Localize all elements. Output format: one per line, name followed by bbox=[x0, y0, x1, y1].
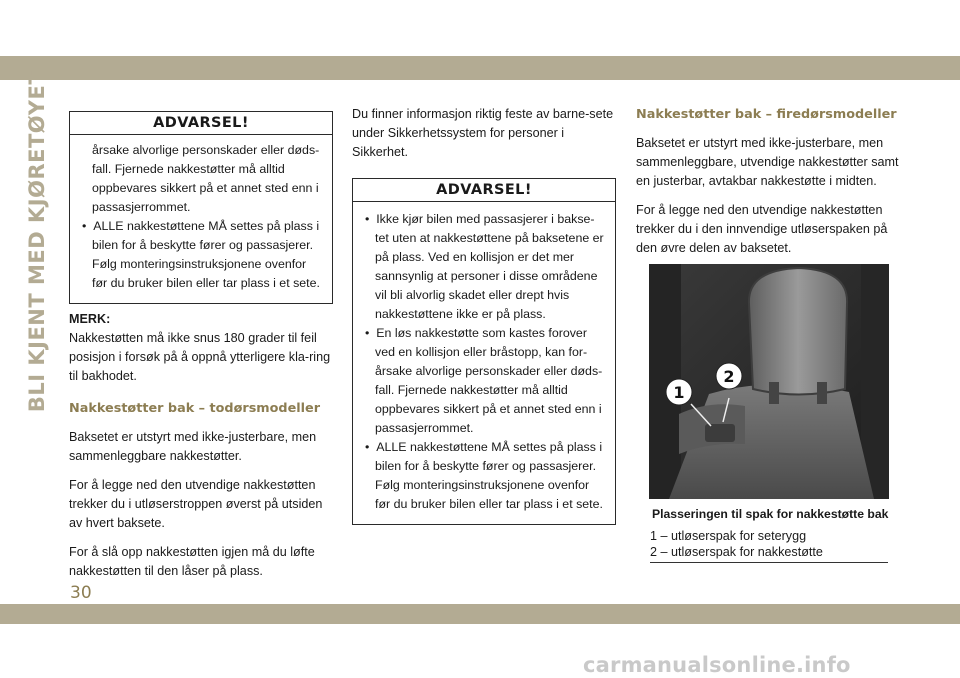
side-tab-label: BLI KJENT MED KJØRETØYET bbox=[25, 69, 49, 413]
warning-title: ADVARSEL! bbox=[70, 112, 332, 135]
intro-paragraph: Du finner informasjon riktig feste av barne-sete under Sikkerhetssystem for personer i Sikkerhet. bbox=[352, 107, 614, 159]
paragraph: For å legge ned den utvendige nakkestøtten trekker du i utløserstroppen øverst på utsiden av hvert baksete. bbox=[69, 478, 323, 530]
warning-bullet: • Ikke kjør bilen med passasjerer i bakse-tet uten at nakkestøttene på baksetene er på plass. Ved en kollisjon er det mer sannsynlig at personer i disse områdene vil bli alvorlig skadet eller drept hvis nakkestøttene ikke er på plass. bbox=[365, 212, 604, 321]
section-side-tab bbox=[22, 69, 52, 413]
column-1 bbox=[69, 111, 333, 591]
section-heading: Nakkestøtter bak – firedørsmodeller bbox=[636, 107, 897, 122]
paragraph: Baksetet er utstyrt med ikke-justerbare, men sammenleggbare, utvendige nakkestøtter samt en justerbar, avtakbar nakkestøtte i midten. bbox=[636, 136, 899, 188]
column-2 bbox=[352, 105, 616, 525]
paragraph: For å legge ned den utvendige nakkestøtten trekker du i den innvendige utløserspaken på den øvre delen av baksetet. bbox=[636, 203, 888, 255]
warning-box-2 bbox=[352, 178, 616, 525]
warning-title: ADVARSEL! bbox=[353, 179, 615, 202]
note-label: MERK: bbox=[69, 312, 111, 326]
warning-bullet: • En løs nakkestøtte som kastes forover ved en kollisjon eller bråstopp, kan for-årsake alvorlige personskader eller døds-fall. Fjernede nakkestøtter må alltid oppbevares sikkert på et annet sted enn i passasjerrommet. bbox=[365, 326, 603, 435]
warning-continued-text: årsake alvorlige personskader eller døds-fall. Fjernede nakkestøtter må alltid oppbevares sikkert på et annet sted enn i passasjerrommet. bbox=[92, 143, 320, 214]
column-3 bbox=[636, 106, 900, 563]
watermark: carmanualsonline.info bbox=[583, 653, 851, 677]
bottom-band bbox=[0, 604, 960, 624]
warning-bullet: • ALLE nakkestøttene MÅ settes på plass i bilen for å beskytte fører og passasjerer. Følg monteringsinstruksjonene ovenfor før du bruker bilen eller tar plass i et sete. bbox=[365, 440, 603, 511]
note-text: Nakkestøtten må ikke snus 180 grader til feil posisjon i forsøk på å oppnå ytterligere kla-ring til bakhodet. bbox=[69, 331, 331, 383]
page-number: 30 bbox=[70, 583, 92, 603]
figure-caption: Plasseringen til spak for nakkestøtte bak bbox=[652, 507, 889, 521]
top-band bbox=[0, 56, 960, 80]
legend-item: 2 – utløserspak for nakkestøtte bbox=[650, 545, 823, 559]
paragraph: For å slå opp nakkestøtten igjen må du løfte nakkestøtten til den låser på plass. bbox=[69, 545, 315, 578]
section-heading: Nakkestøtter bak – todørsmodeller bbox=[69, 401, 321, 416]
paragraph: Baksetet er utstyrt med ikke-justerbare, men sammenleggbare nakkestøtter. bbox=[69, 430, 317, 463]
headrest-photo-illustration bbox=[649, 264, 889, 499]
figure-legend bbox=[650, 528, 888, 563]
legend-item: 1 – utløserspak for seterygg bbox=[650, 529, 807, 543]
headrest-photo bbox=[649, 264, 889, 499]
warning-box-1 bbox=[69, 111, 333, 304]
callout-1: 1 bbox=[673, 383, 685, 402]
callout-2: 2 bbox=[723, 367, 735, 386]
warning-bullet: • ALLE nakkestøttene MÅ settes på plass i bilen for å beskytte fører og passasjerer. Følg monteringsinstruksjonene ovenfor før du bruker bilen eller tar plass i et sete. bbox=[82, 219, 320, 290]
warning-body bbox=[353, 202, 615, 524]
warning-body bbox=[70, 135, 332, 303]
